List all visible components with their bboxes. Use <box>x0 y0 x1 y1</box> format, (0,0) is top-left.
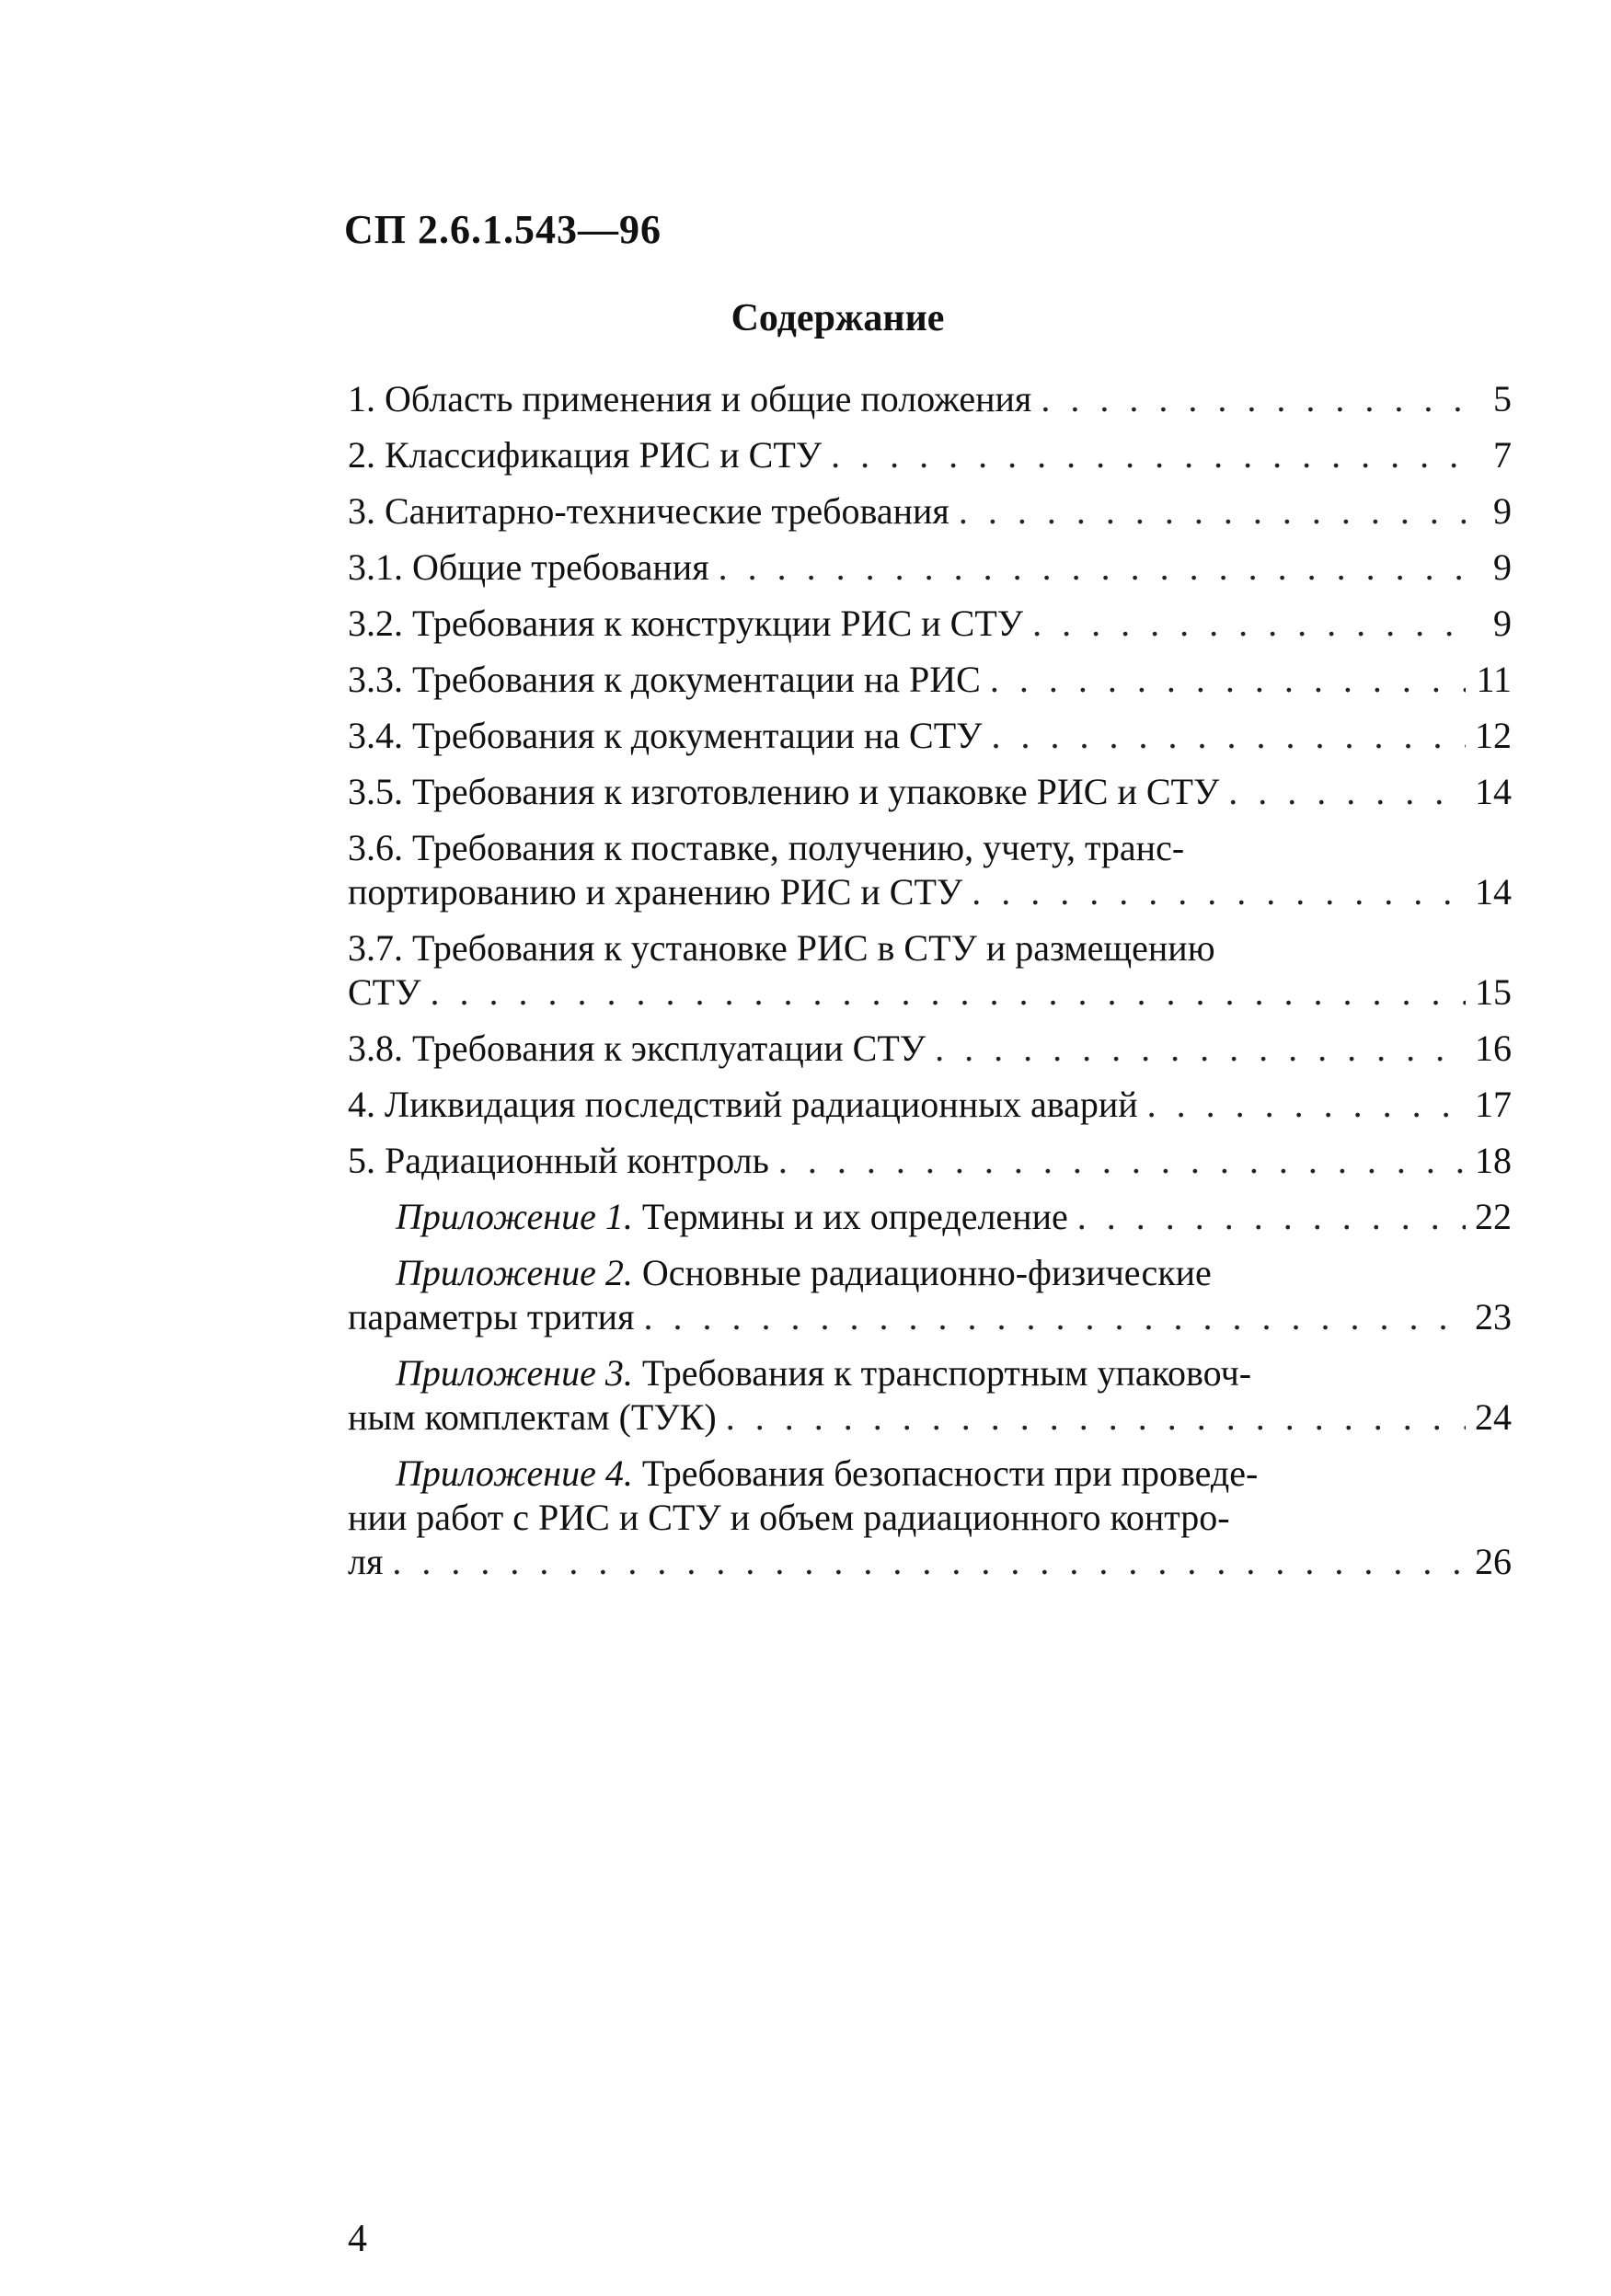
toc-page-number: 9 <box>1493 603 1512 644</box>
toc-page-number: 7 <box>1493 434 1512 476</box>
toc-entry-text: Требования к транспортным упаковоч- <box>632 1352 1252 1394</box>
toc-page-number: 5 <box>1493 378 1512 419</box>
toc-entry-line <box>348 433 1512 477</box>
toc-entry-text: 3.2. Требования к конструкции РИС и СТУ <box>348 603 1024 644</box>
toc-entry-line <box>348 970 1512 1015</box>
toc-leader-dots <box>778 1139 1466 1183</box>
appendix-label: Приложение 1. <box>396 1196 633 1237</box>
toc-page-number: 16 <box>1475 1027 1512 1069</box>
toc-page-number: 17 <box>1475 1084 1512 1125</box>
toc-entry-title <box>348 545 709 590</box>
toc-entry <box>348 1251 1512 1339</box>
toc-entry-title <box>348 658 981 702</box>
appendix-label: Приложение 3. <box>396 1352 633 1394</box>
toc-entry <box>348 658 1512 702</box>
toc-entry-text: Термины и их определение <box>632 1196 1068 1237</box>
toc-entry <box>348 602 1512 646</box>
toc-entry-title <box>348 826 1184 870</box>
toc-entry <box>348 826 1512 914</box>
toc-entry-line <box>348 658 1512 702</box>
toc-entry-text: 3. Санитарно-технические требования <box>348 490 949 532</box>
toc-entry <box>348 714 1512 758</box>
toc-entry-text: СТУ <box>348 971 421 1013</box>
toc-entry-text: 3.7. Требования к установке РИС в СТУ и размещению <box>348 927 1215 969</box>
toc-entry-title <box>348 1295 634 1339</box>
toc-entry-text: нии работ с РИС и СТУ и объем радиационного контро- <box>348 1497 1230 1538</box>
toc-entry-text: 3.4. Требования к документации на СТУ <box>348 715 983 756</box>
toc-entry-line <box>348 870 1512 914</box>
toc-entry <box>348 926 1512 1015</box>
toc-entry-text: Требования безопасности при проведе- <box>632 1452 1259 1494</box>
toc-leader-dots <box>1228 770 1466 814</box>
toc-entry-line <box>348 377 1512 421</box>
toc-entry-text: 5. Радиационный контроль <box>348 1140 769 1181</box>
toc-entry-title <box>348 1083 1138 1127</box>
toc-entry-title <box>348 770 1219 814</box>
toc-leader-dots <box>1041 377 1466 421</box>
toc-entry-text: параметры трития <box>348 1296 635 1337</box>
appendix-label: Приложение 2. <box>396 1252 633 1293</box>
toc-leader-dots <box>1147 1083 1466 1127</box>
toc-leader-dots <box>392 1540 1466 1584</box>
toc-page-number: 26 <box>1475 1541 1512 1582</box>
toc-title: Содержание <box>731 297 945 339</box>
toc-entry-title <box>348 1395 717 1440</box>
toc-page-number: 15 <box>1475 971 1512 1013</box>
toc-leader-dots <box>719 545 1466 590</box>
toc-entry <box>348 1139 1512 1183</box>
toc-entry-text: 1. Область применения и общие положения <box>348 378 1032 419</box>
toc-leader-dots <box>831 433 1466 477</box>
toc-entry-line <box>348 1139 1512 1183</box>
toc-entry <box>348 1027 1512 1071</box>
toc-entry-text: 2. Классификация РИС и СТУ <box>348 434 823 476</box>
toc-entry-title <box>348 970 420 1015</box>
table-of-contents <box>348 377 1512 1596</box>
toc-entry-text: портированию и хранению РИС и СТУ <box>348 871 963 913</box>
toc-leader-dots <box>991 714 1466 758</box>
toc-entry <box>348 433 1512 477</box>
toc-entry <box>348 1452 1512 1584</box>
toc-entry-title <box>348 489 949 534</box>
toc-entry <box>348 770 1512 814</box>
page-number: 4 <box>348 2218 367 2260</box>
toc-entry-line <box>348 1496 1512 1540</box>
toc-entry <box>348 1195 1512 1239</box>
toc-leader-dots <box>430 970 1466 1015</box>
toc-page-number: 9 <box>1493 546 1512 588</box>
toc-entry-line <box>348 1083 1512 1127</box>
appendix-label: Приложение 4. <box>396 1452 633 1494</box>
toc-leader-dots <box>1032 602 1466 646</box>
toc-entry-title <box>348 1496 1230 1540</box>
toc-entry-line <box>348 1395 1512 1440</box>
toc-entry-line <box>348 714 1512 758</box>
toc-entry-line <box>348 1295 1512 1339</box>
toc-page-number: 11 <box>1476 659 1512 700</box>
toc-entry-line <box>348 545 1512 590</box>
toc-entry-line <box>348 770 1512 814</box>
toc-entry <box>348 489 1512 534</box>
toc-entry-title <box>348 433 822 477</box>
toc-entry-title <box>396 1452 1258 1496</box>
toc-entry-text: 3.8. Требования к эксплуатации СТУ <box>348 1027 926 1069</box>
toc-leader-dots <box>643 1295 1466 1339</box>
toc-entry-text: ля <box>348 1541 384 1582</box>
toc-entry-title <box>348 377 1031 421</box>
toc-entry-line <box>348 602 1512 646</box>
toc-page-number: 22 <box>1475 1196 1512 1237</box>
toc-leader-dots <box>990 658 1466 702</box>
toc-entry-title <box>396 1195 1068 1239</box>
toc-entry-title <box>348 714 982 758</box>
toc-page-number: 24 <box>1475 1396 1512 1438</box>
toc-entry <box>348 377 1512 421</box>
document-code: СП 2.6.1.543—96 <box>344 207 662 252</box>
toc-entry <box>348 1083 1512 1127</box>
toc-entry <box>348 1351 1512 1440</box>
toc-leader-dots <box>726 1395 1466 1440</box>
toc-entry-text: 4. Ликвидация последствий радиационных аварий <box>348 1084 1138 1125</box>
toc-entry-title <box>396 1251 1212 1295</box>
toc-leader-dots <box>959 489 1466 534</box>
toc-entry-text: 3.3. Требования к документации на РИС <box>348 659 981 700</box>
toc-entry-title <box>348 602 1023 646</box>
toc-entry-text: 3.1. Общие требования <box>348 546 709 588</box>
toc-entry-text: 3.6. Требования к поставке, получению, учету, транс- <box>348 827 1185 868</box>
toc-page-number: 12 <box>1475 715 1512 756</box>
toc-page-number: 9 <box>1493 490 1512 532</box>
toc-leader-dots <box>972 870 1466 914</box>
toc-entry-line <box>348 489 1512 534</box>
toc-entry <box>348 545 1512 590</box>
toc-entry-title <box>348 870 962 914</box>
toc-entry-line <box>348 1351 1512 1395</box>
toc-entry-line <box>348 926 1512 970</box>
toc-leader-dots <box>1077 1195 1466 1239</box>
toc-page-number: 14 <box>1475 871 1512 913</box>
toc-entry-title <box>348 1540 383 1584</box>
toc-entry-text: ным комплектам (ТУК) <box>348 1396 717 1438</box>
toc-entry-line <box>348 826 1512 870</box>
toc-entry-line <box>348 1540 1512 1584</box>
toc-leader-dots <box>935 1027 1466 1071</box>
toc-page-number: 18 <box>1475 1140 1512 1181</box>
toc-entry-line <box>348 1452 1512 1496</box>
toc-entry-line <box>348 1027 1512 1071</box>
toc-page-number: 14 <box>1475 771 1512 812</box>
toc-entry-line <box>348 1195 1512 1239</box>
toc-entry-title <box>348 1027 926 1071</box>
toc-entry-title <box>396 1351 1251 1395</box>
toc-entry-title <box>348 926 1215 970</box>
toc-entry-text: 3.5. Требования к изготовлению и упаковке РИС и СТУ <box>348 771 1220 812</box>
toc-entry-text: Основные радиационно-физические <box>632 1252 1212 1293</box>
toc-entry-line <box>348 1251 1512 1295</box>
toc-entry-title <box>348 1139 769 1183</box>
toc-page-number: 23 <box>1475 1296 1512 1337</box>
